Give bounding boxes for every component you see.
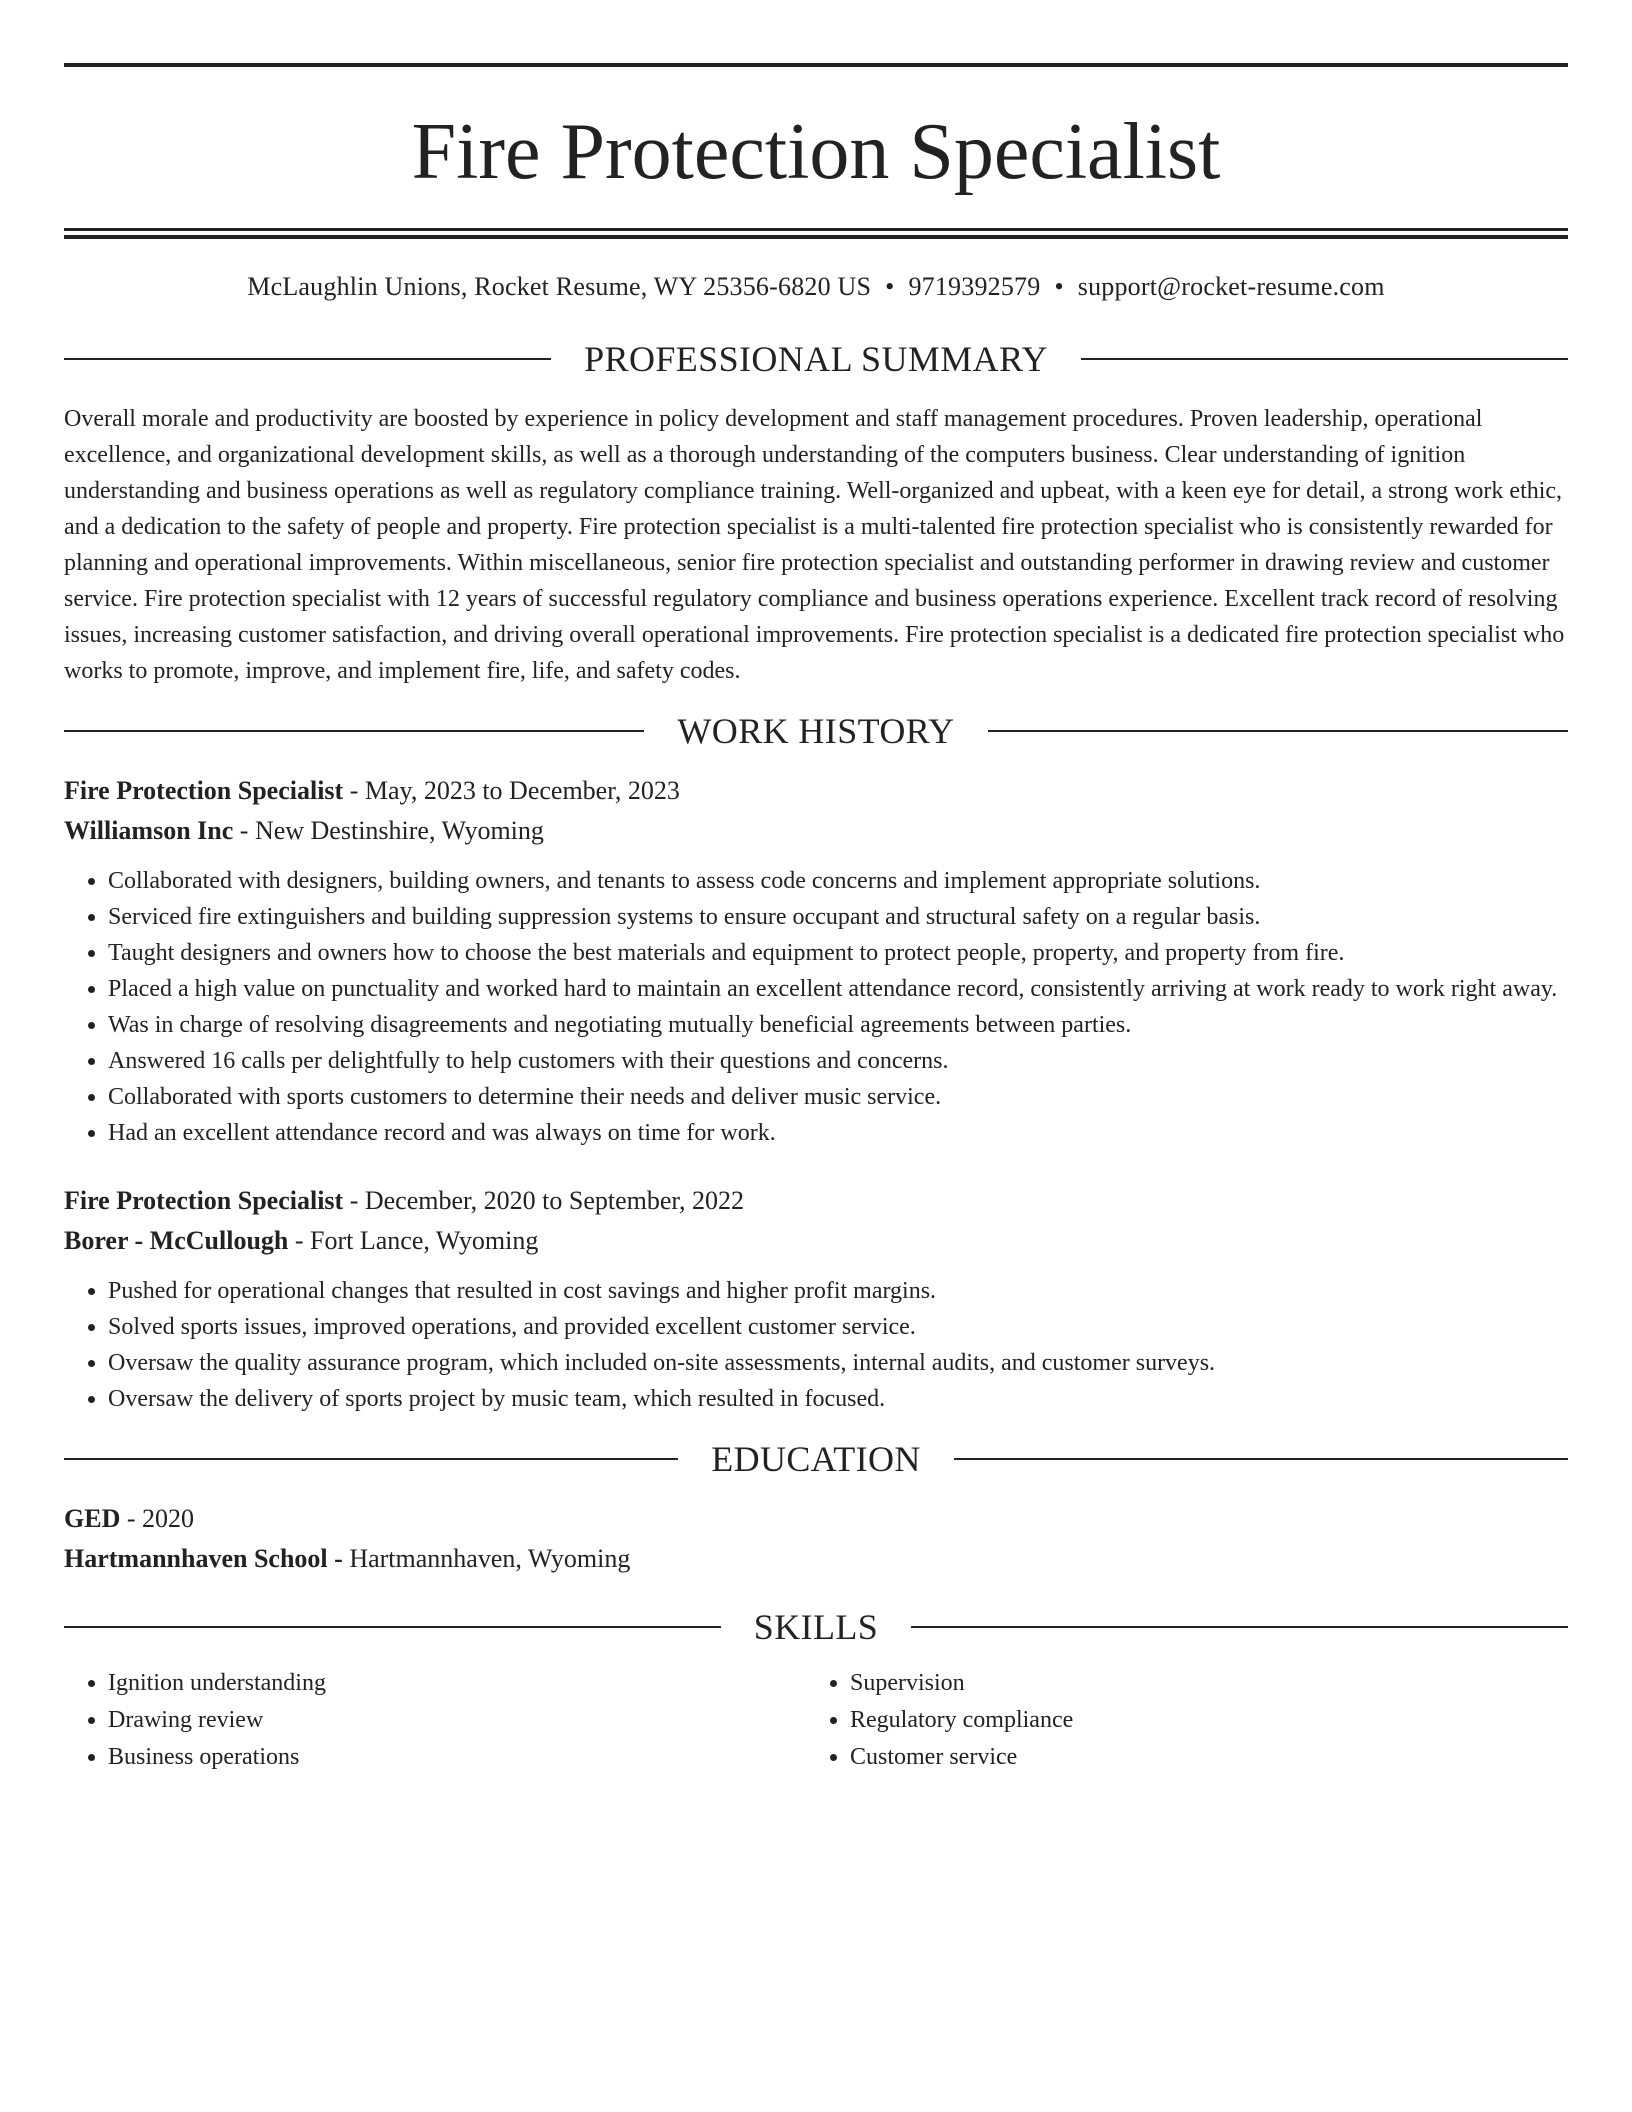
job-bullet-list — [64, 863, 1568, 1151]
skill-item: • Drawing review — [108, 1702, 806, 1739]
work-heading-label: WORK HISTORY — [677, 711, 955, 751]
job-bullet: • Had an excellent attendance record and was always on time for work. — [108, 1115, 1568, 1151]
skill-item: • Ignition understanding — [108, 1665, 806, 1702]
work-section-heading — [64, 709, 1568, 753]
heading-rule-left — [64, 1458, 678, 1460]
skills-list-left — [64, 1665, 806, 1776]
contact-separator: • — [885, 272, 895, 301]
skills-section-heading — [64, 1605, 1568, 1649]
job-bullet: • Serviced fire extinguishers and building suppression systems to ensure occupant and structural safety on a regular basis. — [108, 899, 1568, 935]
job-title-line — [64, 1181, 1568, 1221]
job-company: Williamson Inc — [64, 816, 234, 845]
job-bullet: • Placed a high value on punctuality and worked hard to maintain an excellent attendance record, consistently arriving at work ready to work right away. — [108, 971, 1568, 1007]
job-dates: - December, 2020 to September, 2022 — [343, 1186, 745, 1215]
summary-text: Overall morale and productivity are boosted by experience in policy development and staff management procedures. Proven leadership, operational excellence, and organizational development skills, as well as a thorough understanding of the computers business. Clear understanding of ignition understanding and business operations as well as regulatory compliance training. Well-organized and upbeat, with a keen eye for detail, a strong work ethic, and a dedication to the safety of people and property. Fire protection specialist is a multi-talented fire protection specialist who is consistently rewarded for planning and operational improvements. Within miscellaneous, senior fire protection specialist and outstanding performer in drawing review and customer service. Fire protection specialist with 12 years of successful regulatory compliance and business operations experience. Excellent track record of resolving issues, increasing customer satisfaction, and driving overall operational improvements. Fire protection specialist is a dedicated fire protection specialist who works to promote, improve, and implement fire, life, and safety codes. — [64, 406, 1565, 684]
contact-line — [64, 271, 1568, 303]
education-location: Hartmannhaven, Wyoming — [349, 1544, 631, 1573]
job-entry — [64, 771, 1568, 1151]
job-company-line — [64, 1221, 1568, 1261]
heading-rule-left — [64, 730, 644, 732]
heading-rule-left — [64, 358, 551, 360]
skills-heading-label: SKILLS — [753, 1607, 879, 1647]
skill-item: • Customer service — [850, 1739, 1548, 1776]
education-degree-line — [64, 1499, 1568, 1539]
job-bullet: • Oversaw the delivery of sports project by music team, which resulted in focused. — [108, 1381, 1568, 1417]
job-bullet: • Taught designers and owners how to choose the best materials and equipment to protect people, property, and property from fire. — [108, 935, 1568, 971]
education-section-heading — [64, 1437, 1568, 1481]
heading-rule-left — [64, 1626, 721, 1628]
job-company: Borer - McCullough — [64, 1226, 289, 1255]
page-title: Fire Protection Specialist — [411, 108, 1221, 196]
job-bullet: • Collaborated with designers, building owners, and tenants to assess code concerns and implement appropriate solutions. — [108, 863, 1568, 899]
job-title-line — [64, 771, 1568, 811]
job-bullet: • Collaborated with sports customers to determine their needs and deliver music service. — [108, 1079, 1568, 1115]
contact-separator: • — [1054, 272, 1064, 301]
job-title: Fire Protection Specialist — [64, 1186, 344, 1215]
job-bullet-list — [64, 1273, 1568, 1417]
education-school-line — [64, 1539, 1568, 1579]
education-heading-label: EDUCATION — [711, 1439, 921, 1479]
job-company-line — [64, 811, 1568, 851]
job-entry — [64, 1181, 1568, 1417]
job-bullet: • Answered 16 calls per delightfully to help customers with their questions and concerns. — [108, 1043, 1568, 1079]
job-bullet: • Pushed for operational changes that resulted in cost savings and higher profit margins. — [108, 1273, 1568, 1309]
education-year: - 2020 — [120, 1504, 195, 1533]
heading-rule-right — [954, 1458, 1568, 1460]
contact-phone: 9719392579 — [908, 272, 1041, 301]
heading-rule-right — [988, 730, 1568, 732]
skill-item: • Supervision — [850, 1665, 1548, 1702]
job-bullet: • Was in charge of resolving disagreements and negotiating mutually beneficial agreements between parties. — [108, 1007, 1568, 1043]
education-school-separator: - — [327, 1544, 350, 1573]
education-degree: GED — [64, 1504, 121, 1533]
job-bullet: • Oversaw the quality assurance program, which included on-site assessments, internal audits, and customer surveys. — [108, 1345, 1568, 1381]
skill-item: • Business operations — [108, 1739, 806, 1776]
contact-address: McLaughlin Unions, Rocket Resume, WY 25356-6820 US — [247, 272, 872, 301]
skills-columns — [64, 1665, 1568, 1776]
job-title: Fire Protection Specialist — [64, 776, 344, 805]
heading-rule-right — [1081, 358, 1568, 360]
summary-heading-label: PROFESSIONAL SUMMARY — [584, 339, 1048, 379]
job-dates: - May, 2023 to December, 2023 — [343, 776, 680, 805]
contact-email: support@rocket-resume.com — [1077, 272, 1385, 301]
education-school: Hartmannhaven School — [64, 1544, 328, 1573]
title-double-rule — [64, 228, 1568, 239]
skill-item: • Regulatory compliance — [850, 1702, 1548, 1739]
job-location: - New Destinshire, Wyoming — [233, 816, 544, 845]
summary-section-heading — [64, 337, 1568, 381]
job-bullet: • Solved sports issues, improved operations, and provided excellent customer service. — [108, 1309, 1568, 1345]
job-location: - Fort Lance, Wyoming — [288, 1226, 539, 1255]
heading-rule-right — [911, 1626, 1568, 1628]
skills-list-right — [806, 1665, 1548, 1776]
